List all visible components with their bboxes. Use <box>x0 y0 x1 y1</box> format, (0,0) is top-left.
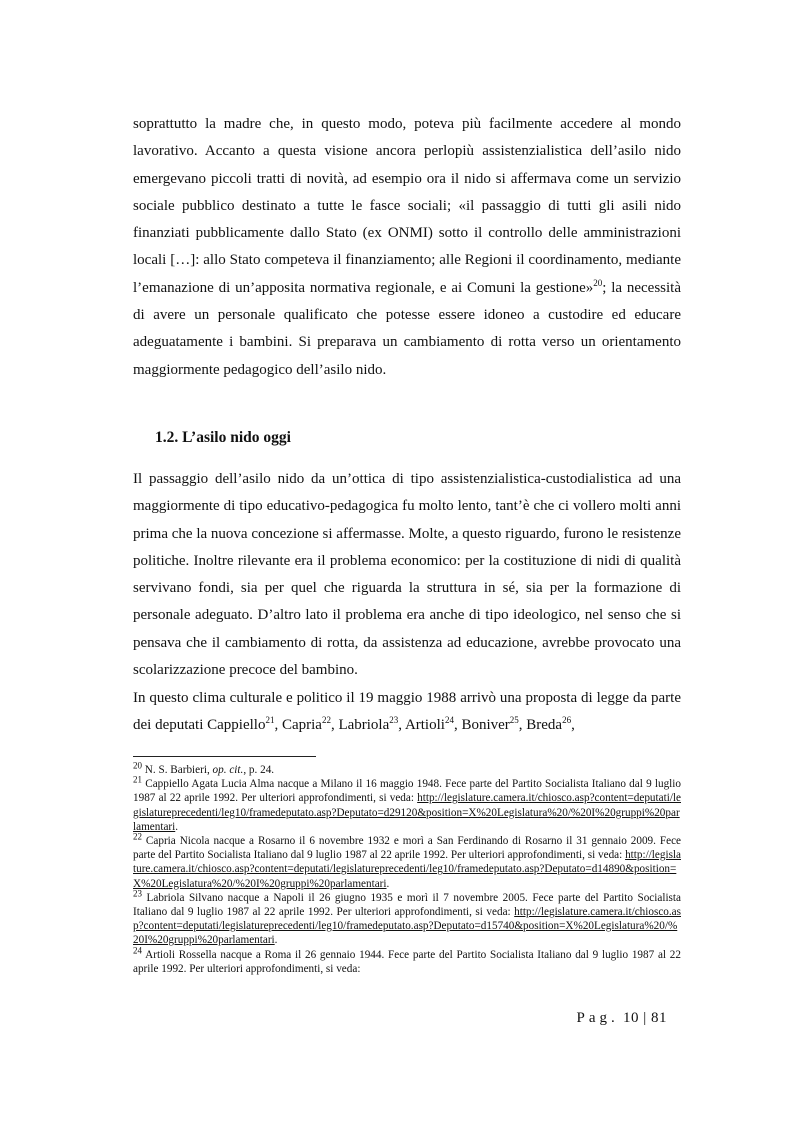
paragraph-text <box>133 685 681 740</box>
footnote-link[interactable]: http://legislature.camera.it/chiosco.asp?content=deputati/legislatureprecedenti/leg10/framedeputato.asp?Deputato=d29120&position=X%20Legislatura%20/%20I%20gruppi%20parlamentari <box>133 792 681 833</box>
footnote-ref-25[interactable]: 25 <box>509 715 519 726</box>
footnote-text: Labriola Silvano nacque a Napoli il 26 giugno 1935 e morì il 7 novembre 2005. Fece parte del Partito Socialista Italiano dal 9 luglio 1987 al 22 aprile 1992. Per ulteriori approfondimenti, si veda: <box>133 891 681 919</box>
paragraph-text-part: , Boniver <box>453 717 510 734</box>
footnote-23 <box>133 888 681 948</box>
footnote-link[interactable]: http://legislature.camera.it/chiosco.asp?content=deputati/legislatureprecedenti/leg10/framedeputato.asp?Deputato=d15740&position=X%20Legislatura%20/%20I%20gruppi%20parlamentari <box>133 906 681 947</box>
paragraph-text-part: , Breda <box>518 717 563 734</box>
footnote-number: 24 <box>133 944 142 955</box>
paragraph-text-part: soprattutto la madre che, in questo modo, poteva più facilmente accedere al mondo lavorativo. Accanto a questa visione ancora perlopiù assistenzialistica dell’asilo nido emergevano piccoli tratti di novità, ad esempio ora il nido si affermava come un servizio sociale pubblico destinato a tutte le fasce sociali; «il passaggio di tutti gli asili nido finanziati pubblicamente dallo Stato (ex ONMI) sotto il controllo delle amministrazioni locali […]: allo Stato competeva il finanziamento; alle Regioni il coordinamento, mediante l’emanazione di un’apposita normativa regionale, e ai Comuni la gestione» <box>133 116 681 296</box>
paragraph-text <box>133 111 681 384</box>
body-paragraph-1 <box>133 111 681 384</box>
footnote-number: 20 <box>133 760 142 771</box>
footnote-number: 23 <box>133 888 142 899</box>
page-number <box>576 1010 667 1027</box>
footnote-ref-21[interactable]: 21 <box>265 715 275 726</box>
body-paragraph-2 <box>133 466 681 684</box>
page-info: 10 | 81 <box>622 1010 667 1026</box>
footnote-ref-26[interactable]: 26 <box>562 715 572 726</box>
footnotes-section <box>133 760 681 976</box>
footnote-22 <box>133 831 681 891</box>
footnote-21 <box>133 774 681 834</box>
footnote-ref-22[interactable]: 22 <box>321 715 331 726</box>
footnote-number: 21 <box>133 774 142 785</box>
paragraph-text-part: , Artioli <box>398 717 445 734</box>
footnote-ref-23[interactable]: 23 <box>389 715 399 726</box>
footnote-text: N. S. Barbieri, <box>142 764 213 776</box>
footnote-24 <box>133 944 681 976</box>
paragraph-text: Il passaggio dell’asilo nido da un’ottica di tipo assistenzialistica-custodialistica ad una maggiormente di tipo educativo-pedagogica fu molto lento, tant’è che ci vollero molti anni prima che la nuova concezione si affermasse. Molte, a questo riguardo, furono le resistenze politiche. Inoltre rilevante era il problema economico: per la costituzione di nidi di qualità servivano fondi, sia per quel che riguarda la struttura in sé, sia per la formazione di personale adeguato. D’altro lato il problema era anche di tipo ideologico, nel senso che si pensava che il cambiamento di rotta, da assistenza ad educazione, avrebbe provocato una scolarizzazione precoce del bambino. <box>133 471 681 679</box>
body-paragraph-3 <box>133 685 681 740</box>
paragraph-text-part: ; la necessità di avere un personale qualificato che potesse essere idoneo a custodire ed educare adeguatamente i bambini. Si preparava un cambiamento di rotta verso un orientamento maggiormente pedagogico dell’asilo nido. <box>133 279 681 378</box>
footnote-number: 22 <box>133 831 142 842</box>
footnote-text: . <box>175 820 179 833</box>
page-label: Pag. <box>576 1010 619 1026</box>
footnote-text: , p. 24. <box>243 764 275 776</box>
footnote-text: Capria Nicola nacque a Rosarno il 6 novembre 1932 e morì a San Ferdinando di Rosarno il 31 gennaio 2009. Fece parte del Partito Socialista Italiano dal 9 luglio 1987 al 22 aprile 1992. Per ulteriori approfondimenti, si veda: <box>133 835 681 862</box>
section-heading: 1.2. L’asilo nido oggi <box>155 429 291 446</box>
footnote-text: . <box>386 877 390 890</box>
footnote-text: Cappiello Agata Lucia Alma nacque a Milano il 16 maggio 1948. Fece parte del Partito Socialista Italiano dal 9 luglio 1987 al 22 aprile 1992. Per ulteriori approfondimenti, si veda: <box>133 778 681 805</box>
footnote-text: . <box>274 934 278 947</box>
footnote-separator <box>133 756 316 757</box>
footnote-link[interactable]: http://legislature.camera.it/chiosco.asp?content=deputati/legislatureprecedenti/leg10/framedeputato.asp?Deputato=d14890&position=X%20Legislatura%20/%20I%20gruppi%20parlamentari <box>133 849 681 890</box>
document-page <box>133 0 681 1123</box>
footnote-ref-20[interactable]: 20 <box>593 277 603 288</box>
paragraph-text-part: , Capria <box>274 717 322 734</box>
footnote-20 <box>133 760 681 777</box>
footnote-text: Artioli Rossella nacque a Roma il 26 gennaio 1944. Fece parte del Partito Socialista Italiano dal 9 luglio 1987 al 22 aprile 1992. Per ulteriori approfondimenti, si veda: <box>133 948 681 975</box>
footnote-ref-24[interactable]: 24 <box>444 715 454 726</box>
footnote-citation: op. cit. <box>212 764 244 776</box>
paragraph-text-part: , Labriola <box>330 717 390 734</box>
paragraph-text-part: , <box>571 717 575 734</box>
paragraph-text-part: In questo clima culturale e politico il 19 maggio 1988 arrivò una proposta di legge da parte dei deputati Cappiello <box>133 690 681 734</box>
